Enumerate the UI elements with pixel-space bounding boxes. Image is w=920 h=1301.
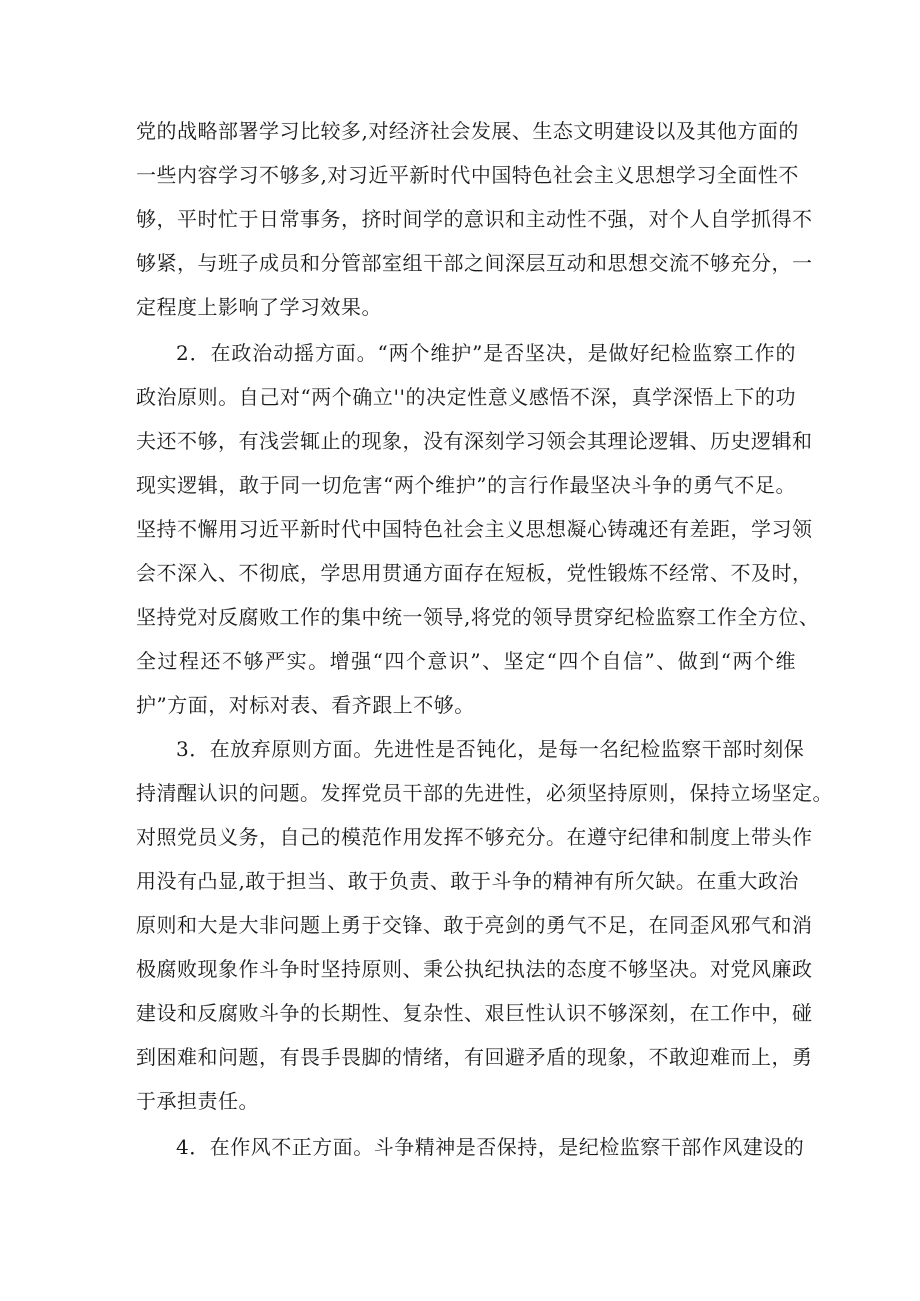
text-line: 持清醒认识的问题。发挥党员干部的先进性，必须坚持原则，保持立场坚定。 <box>136 781 833 805</box>
text-line: 用没有凸显,敢于担当、敢于负责、敢于斗争的精神有所欠缺。在重大政治 <box>136 869 799 893</box>
text-line: 全过程还不够严实。增强“四个意识”、坚定“四个自信”、做到“两个维 <box>136 649 796 673</box>
text-line: 到困难和问题，有畏手畏脚的情绪，有回避矛盾的现象，不敢迎难而上，勇 <box>136 1045 813 1069</box>
text-line: 建设和反腐败斗争的长期性、复杂性、艰巨性认识不够深刻，在工作中，碰 <box>136 1001 813 1025</box>
text-line: 夫还不够，有浅尝辄止的现象，没有深刻学习领会其理论逻辑、历史逻辑和 <box>136 429 813 453</box>
text-line: 对照党员义务，自己的模范作用发挥不够充分。在遵守纪律和制度上带头作 <box>136 825 813 849</box>
paragraph-heading-4: 4．在作风不正方面。斗争精神是否保持，是纪检监察干部作风建设的 <box>176 1135 805 1159</box>
text-line: 坚持不懈用习近平新时代中国特色社会主义思想凝心铸魂还有差距，学习领 <box>136 517 813 541</box>
text-line: 极腐败现象作斗争时坚持原则、秉公执纪执法的态度不够坚决。对党风廉政 <box>136 957 813 981</box>
text-line: 原则和大是大非问题上勇于交锋、敢于亮剑的勇气不足，在同歪风邪气和消 <box>136 913 813 937</box>
text-line: 会不深入、不彻底，学思用贯通方面存在短板，党性锻炼不经常、不及时， <box>136 561 813 585</box>
paragraph-heading-2: 2．在政治动摇方面。“两个维护”是否坚决，是做好纪检监察工作的 <box>176 341 796 365</box>
text-line: 够，平时忙于日常事务，挤时间学的意识和主动性不强，对个人自学抓得不 <box>136 207 813 231</box>
text-line: 一些内容学习不够多,对习近平新时代中国特色社会主义思想学习全面性不 <box>136 163 799 187</box>
text-line: 党的战略部署学习比较多,对经济社会发展、生态文明建设以及其他方面的 <box>136 119 799 143</box>
text-line: 政治原则。自己对“两个确立''的决定性意义感悟不深，真学深悟上下的功 <box>136 385 796 409</box>
text-line: 定程度上影响了学习效果。 <box>136 295 382 319</box>
paragraph-heading-3: 3．在放弃原则方面。先进性是否钝化，是每一名纪检监察干部时刻保 <box>176 737 805 761</box>
text-line: 坚持党对反腐败工作的集中统一领导,将党的领导贯穿纪检监察工作全方位、 <box>136 605 820 629</box>
text-line: 现实逻辑，敢于同一切危害“两个维护”的言行作最坚决斗争的勇气不足。 <box>136 473 796 497</box>
text-line: 够紧，与班子成员和分管部室组干部之间深层互动和思想交流不够充分，一 <box>136 251 813 275</box>
text-line: 于承担责任。 <box>136 1089 259 1113</box>
text-line: 护”方面，对标对表、看齐跟上不够。 <box>136 693 475 717</box>
